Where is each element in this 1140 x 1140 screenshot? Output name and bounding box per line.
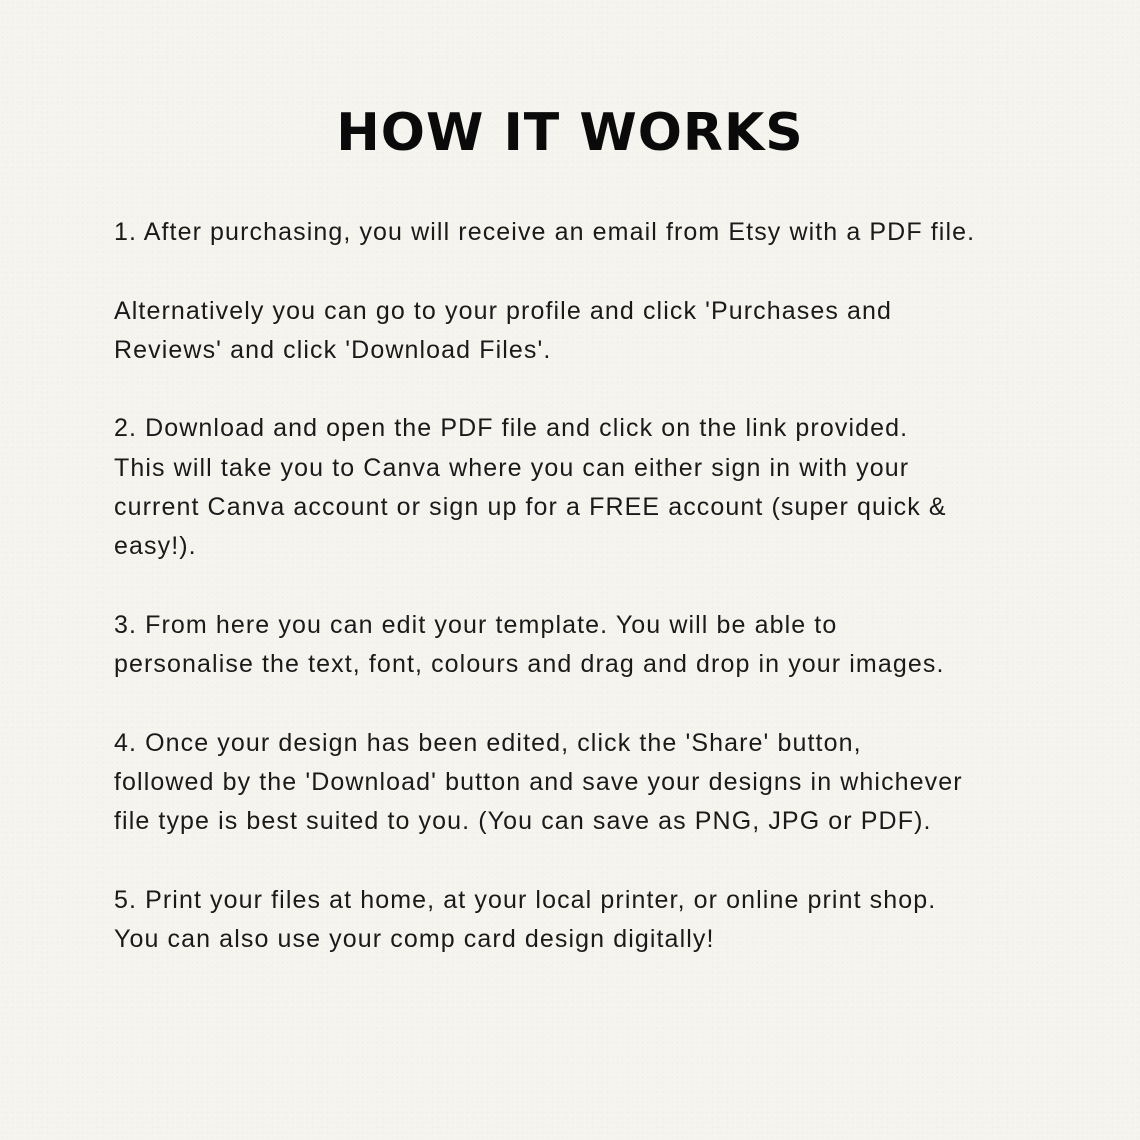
instruction-line: 3. From here you can edit your template. You will be able to — [114, 610, 838, 639]
instruction-line: file type is best suited to you. (You can save as PNG, JPG or PDF). — [114, 807, 932, 836]
instruction-line: easy!). — [114, 532, 197, 561]
instruction-line: Reviews' and click 'Download Files'. — [114, 335, 552, 364]
instructions — [114, 213, 1054, 960]
instruction-line: personalise the text, font, colours and drag and drop in your images. — [114, 650, 945, 679]
instruction-line: 2. Download and open the PDF file and click on the link provided. — [114, 414, 909, 443]
instruction-step-5 — [114, 881, 1054, 960]
instruction-step-1 — [114, 213, 1054, 252]
instruction-line: current Canva account or sign up for a FREE account (super quick & — [114, 493, 947, 522]
instruction-step-4 — [114, 724, 1054, 842]
instruction-line: 4. Once your design has been edited, click the 'Share' button, — [114, 728, 862, 757]
instruction-step-3 — [114, 606, 1054, 685]
instruction-line: Alternatively you can go to your profile and click 'Purchases and — [114, 296, 893, 325]
instruction-line: followed by the 'Download' button and save your designs in whichever — [114, 768, 963, 797]
instruction-step-2 — [114, 409, 1054, 566]
page-title: HOW IT WORKS — [336, 103, 804, 163]
instruction-line: 5. Print your files at home, at your local printer, or online print shop. — [114, 886, 937, 915]
instruction-line: This will take you to Canva where you can either sign in with your — [114, 453, 910, 482]
instruction-alternative — [114, 292, 1054, 371]
instruction-line: 1. After purchasing, you will receive an email from Etsy with a PDF file. — [114, 218, 976, 246]
instruction-line: You can also use your comp card design digitally! — [114, 925, 715, 954]
